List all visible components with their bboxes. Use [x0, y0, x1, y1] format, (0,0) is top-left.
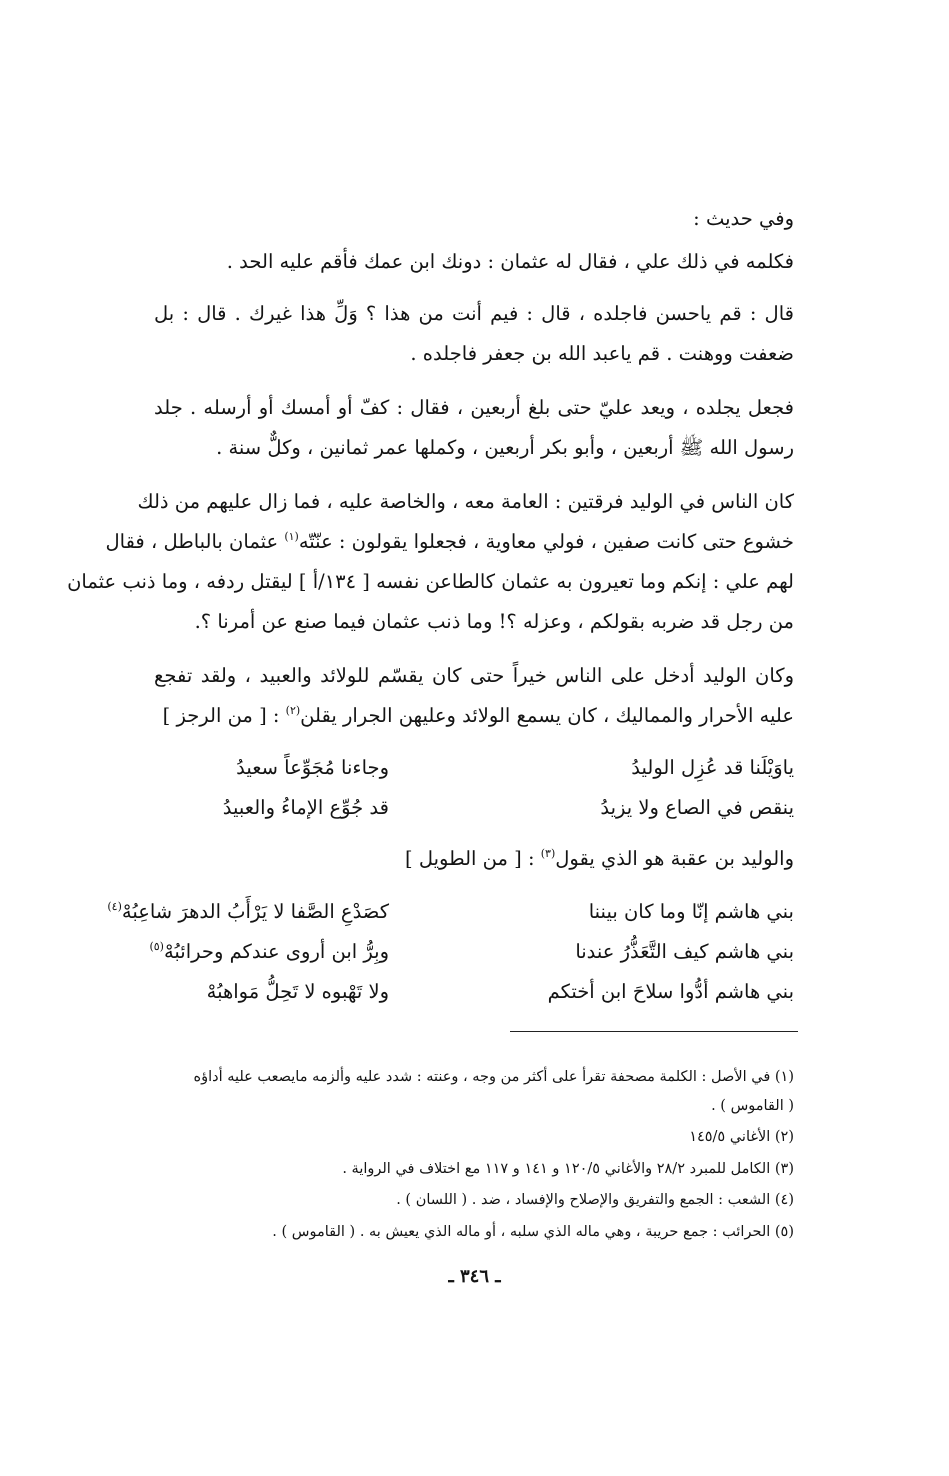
- text-line: وكان الوليد أدخل على الناس خيراً حتى كان يقسّم للولائد والعبيد ، ولقد تفجع: [154, 664, 794, 687]
- footnote: ( القاموس ) .: [711, 1098, 794, 1114]
- text-line: ضعفت ووهنت . قم ياعبد الله بن جعفر فاجلده .: [410, 342, 794, 365]
- verse-hemistich: ينقص في الصاع ولا يزيدُ: [600, 796, 794, 819]
- verse-hemistich: كصَدْعِ الصَّفا لا يَرْأَبُ الدهرَ شاعِبُهْ$^{(٤)}$: [107, 900, 389, 923]
- verse-hemistich: بني هاشم كيف التَّعَذُّرُ عندنا: [575, 940, 794, 963]
- text-line: عليه الأحرار والمماليك ، كان يسمع الولائد وعليهن الجرار يقلن$^{(٢)}$ : [ من الرجز ]: [162, 704, 794, 727]
- text-line: خشوع حتى كانت صفين ، فولي معاوية ، فجعلوا يقولون : عنّتّه$^{(١)}$ عثمان بالباطل ، فقال: [105, 530, 794, 553]
- text-line: رسول الله ﷺ أربعين ، وأبو بكر أربعين ، وكملها عمر ثمانين ، وكلٌّ سنة .: [216, 436, 794, 459]
- verse-hemistich: قد جُوِّع الإماءُ والعبيدُ: [222, 796, 389, 819]
- footnote-ref: (٣): [540, 847, 556, 860]
- verse-hemistich: ولا تَهْبوه لا تَحِلُّ مَواهبُهْ: [206, 980, 389, 1003]
- text-line: وفي حديث :: [693, 207, 794, 230]
- footnote: (١) في الأصل : الكلمة مصحفة تقرأ على أكثر من وجه ، وعنته : شدد عليه وألزمه مايصعب عليه أداؤه: [193, 1069, 794, 1085]
- verse-hemistich: وجاءنا مُجَوِّعاً سعيدُ: [236, 756, 389, 779]
- footnote-ref: (٢): [285, 704, 301, 717]
- text-line: والوليد بن عقبة هو الذي يقول$^{(٣)}$ : [ من الطويل ]: [405, 847, 794, 870]
- text-line: كان الناس في الوليد فرقتين : العامة معه ، والخاصة عليه ، فما زال عليهم من ذلك: [137, 490, 794, 513]
- footnote: (٥) الحرائب : جمع حريبة ، وهي ماله الذي سلبه ، أو ماله الذي يعيش به . ( القاموس ) .: [272, 1224, 794, 1240]
- verse-hemistich: بني هاشم إنّا وما كان بيننا: [588, 900, 794, 923]
- verse-hemistich: وبِرُّ ابن أروى عندكم وحرائبُهْ$^{(٥)}$: [149, 940, 389, 963]
- footnote-ref: (١): [284, 530, 299, 543]
- footnote-ref: (٤): [107, 900, 122, 913]
- text-line: فجعل يجلده ، ويعد عليّ حتى بلغ أربعين ، فقال : كفّ أو أمسك أو أرسله . جلد: [154, 396, 794, 419]
- footnote-ref: (٥): [149, 940, 164, 953]
- text-line: فكلمه في ذلك علي ، فقال له عثمان : دونك ابن عمك فأقم عليه الحد .: [226, 250, 794, 273]
- footnote: (٤) الشعب : الجمع والتفريق والإصلاح والإفساد ، ضد . ( اللسان ) .: [396, 1192, 794, 1208]
- footnote: (٢) الأغاني ١٤٥/٥: [689, 1129, 794, 1145]
- footnote-divider: [510, 1031, 798, 1032]
- text-line: لهم علي : إنكم وما تعيرون به عثمان كالطاعن نفسه [ ١٣٤/أ ] ليقتل ردفه ، وما ذنب عثمان: [67, 570, 794, 593]
- verse-hemistich: ياوَيْلَنا قد عُزِل الوليدُ: [631, 756, 794, 779]
- text-line: قال : قم ياحسن فاجلده ، قال : فيم أنت من هذا ؟ وَلِّ هذا غيرك . قال : بل: [154, 302, 794, 325]
- verse-hemistich: بني هاشم أدُّوا سلاحَ ابن أختكم: [547, 980, 794, 1003]
- page-number: ـ ٣٤٦ ـ: [448, 1266, 501, 1287]
- text-line: من رجل قد ضربه بقولكم ، وعزله ؟! وما ذنب عثمان فيما صنع عن أمرنا ؟.: [194, 610, 794, 633]
- footnote: (٣) الكامل للمبرد ٢٨/٢ والأغاني ١٢٠/٥ و ١٤١ و ١١٧ مع اختلاف في الرواية .: [342, 1161, 794, 1177]
